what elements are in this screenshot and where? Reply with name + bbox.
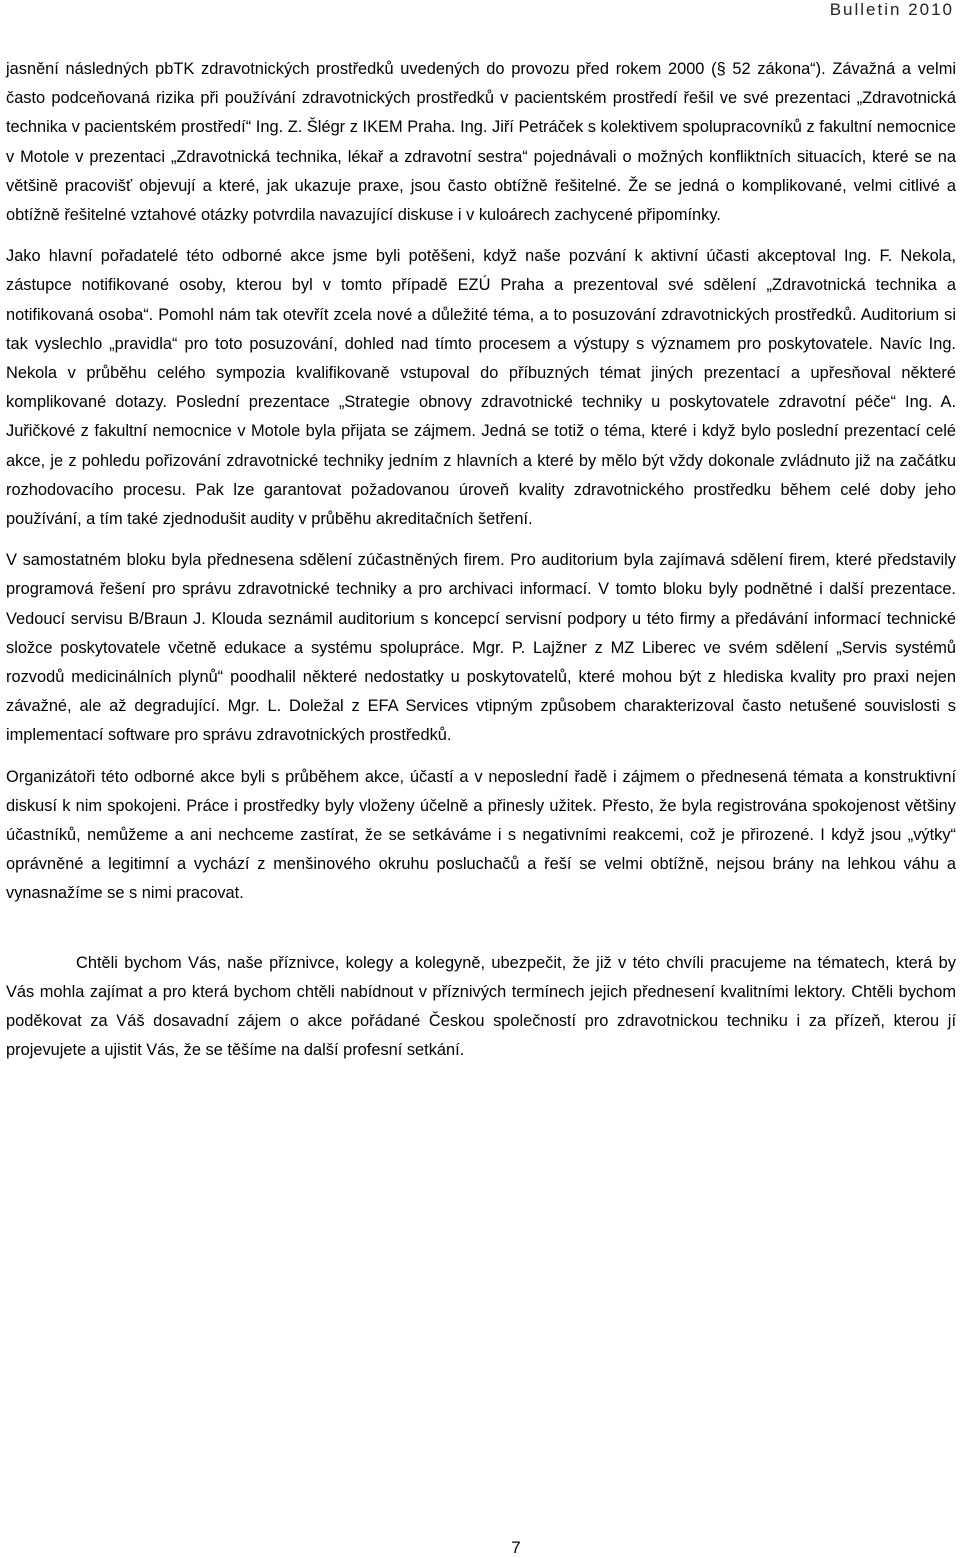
paragraph-3: V samostatném bloku byla přednesena sdělení zúčastněných firem. Pro auditorium byla zajímavá sdělení firem, které představily programová řešení pro správu zdravotnické techniky a pro archivaci informací. V tomto bloku byly podnětné i další prezentace. Vedoucí servisu B/Braun J. Klouda seznámil auditorium s koncepcí servisní podpory u této firmy a předávání informací technické složce poskytovatele včetně edukace a systému spolupráce. Mgr. P. Lajžner z MZ Liberec ve svém sdělení „Servis systémů rozvodů medicinálních plynů“ poodhalil některé nedostatky u poskytovatelů, které mohou být z hlediska kvality pro praxi nejen závažné, ale až degradující. Mgr. L. Doležal z EFA Services vtipným způsobem charakterizoval často netušené souvislosti s implementací software pro správu zdravotnických prostředků. (6, 551, 956, 745)
running-header: Bulletin 2010 (829, 0, 954, 19)
paragraph-2: Jako hlavní pořadatelé této odborné akce jsme byli potěšeni, když naše pozvání k aktivní účasti akceptoval Ing. F. Nekola, zástupce notifikované osoby, kterou byl v tomto případě EZÚ Praha a prezentoval své sdělení „Zdravotnická technika a notifikovaná osoba“. Pomohl nám tak otevřít zcela nové a důležité téma, a to posuzování zdravotnických prostředků. Auditorium si tak vyslechlo „pravidla“ pro toto posuzování, dohled nad tímto procesem a výstupy s významem pro poskytovatele. Navíc Ing. Nekola v průběhu celého sympozia kvalifikovaně vstupoval do příbuzných témat jiných prezentací a upřesňoval některé komplikované dotazy. Poslední prezentace „Strategie obnovy zdravotnické techniky u poskytovatele zdravotní péče“ Ing. A. Juřičkové z fakultní nemocnice v Motole byla přijata se zájmem. Jedná se totiž o téma, které i když bylo poslední prezentací celé akce, je z pohledu pořizování zdravotnické techniky jedním z hlavních a které by mělo být vždy dokonale zvládnuto již na začátku rozhodovacího procesu. Pak lze garantovat požadovanou úroveň kvality zdravotnického prostředku během celé doby jeho používání, a tím také zjednodušit audity v průběhu akreditačních šetření. (6, 247, 956, 529)
page-number: 7 (511, 1538, 521, 1557)
paragraph-5: Chtěli bychom Vás, naše příznivce, kolegy a kolegyně, ubezpečit, že již v této chvíli pracujeme na tématech, která by Vás mohla zajímat a pro která bychom chtěli nabídnout v příznivých termínech jejich přednesení kvalitními lektory. Chtěli bychom poděkovat za Váš dosavadní zájem o akce pořádané Českou společností pro zdravotnickou techniku i za přízeň, kterou jí projevujete a ujistit Vás, že se těšíme na další profesní setkání. (6, 953, 956, 1060)
paragraph-4: Organizátoři této odborné akce byli s průběhem akce, účastí a v neposlední řadě i zájmem o přednesená témata a konstruktivní diskusí k nim spokojeni. Práce i prostředky byly vloženy účelně a přinesly užitek. Přesto, že byla registrována spokojenost většiny účastníků, nemůžeme a ani nechceme zastírat, že se setkáváme i s negativními reakcemi, což je přirozené. I když jsou „výtky“ oprávněné a legitimní a vychází z menšinového okruhu posluchačů a řeší se velmi obtížně, nejsou brány na lehkou váhu a vynasnažíme se s nimi pracovat. (6, 767, 956, 903)
article-body (6, 55, 956, 1066)
paragraph-1: jasnění následných pbTK zdravotnických prostředků uvedených do provozu před rokem 2000 (§ 52 zákona“). Závažná a velmi často podceňovaná rizika při používání zdravotnických prostředků v pacientském prostředí řešil ve své prezentaci „Zdravotnická technika v pacientském prostředí“ Ing. Z. Šlégr z IKEM Praha. Ing. Jiří Petráček s kolektivem spolupracovníků z fakultní nemocnice v Motole v prezentaci „Zdravotnická technika, lékař a zdravotní sestra“ pojednávali o možných konfliktních situacích, které se na většině pracovišť objevují a které, jak ukazuje praxe, jsou často obtížně řešitelné. Že se jedná o komplikované, velmi citlivé a obtížně řešitelné vztahové otázky potvrdila navazující diskuse i v kuloárech zachycené připomínky. (6, 60, 956, 225)
